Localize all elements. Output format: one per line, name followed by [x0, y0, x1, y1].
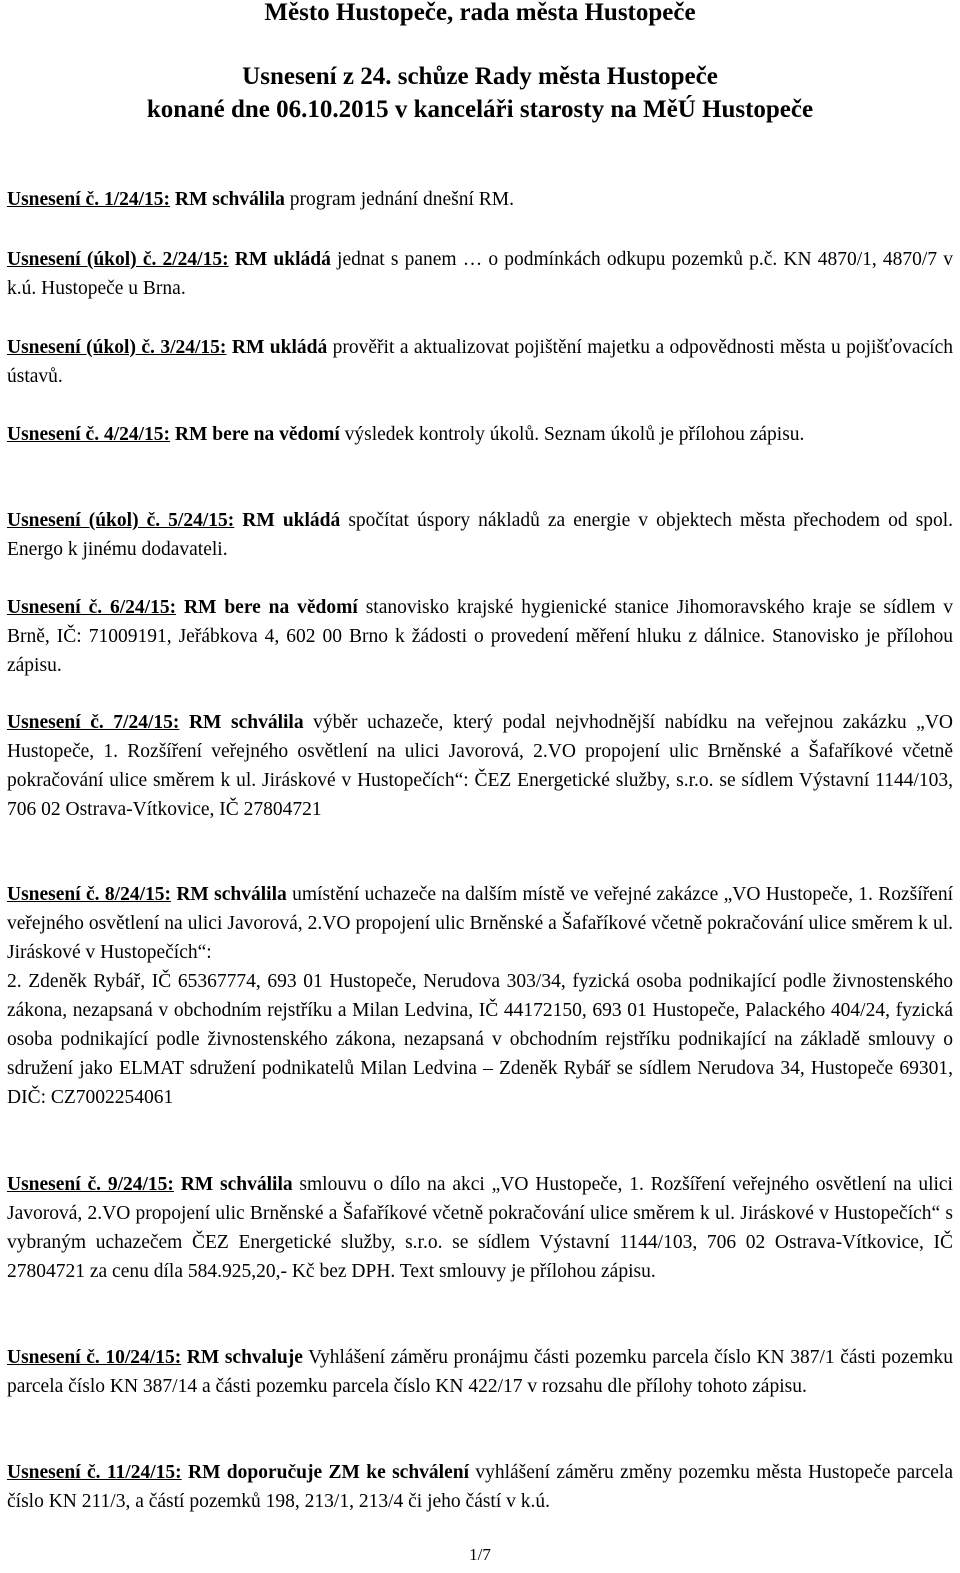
resolution-label: Usnesení (úkol) č. 3/24/15: — [7, 337, 227, 358]
document-subtitle-line1: Usnesení z 24. schůze Rady města Hustopeče — [242, 63, 718, 90]
resolution-verb: RM schválila — [176, 884, 287, 905]
resolution-text: vyhlášení záměru změny pozemku města Hustopeče parcela číslo KN 211/3, a částí pozemků 198, 213/1, 213/4 či jeho částí v k.ú. — [7, 1462, 953, 1512]
resolution-text: výběr uchazeče, který podal nejvhodnější nabídku na veřejnou zakázku „VO Hustopeče, 1. Rozšíření veřejného osvětlení na ulici Javorová, 2.VO propojení ulic Brněnské a Šafaříkové včetně pokračování ulice směrem k ul. Jiráskové v Hustopečích“: ČEZ Energetické služby, s.r.o. se sídlem Výstavní 1144/103, 706 02 Ostrava-Vítkovice, IČ 27804721 — [7, 712, 953, 820]
resolution-verb: RM ukládá — [231, 337, 328, 358]
resolution-label: Usnesení č. 4/24/15: — [7, 424, 171, 445]
resolution-label: Usnesení č. 10/24/15: — [7, 1347, 182, 1368]
resolution-1 — [7, 185, 953, 214]
resolution-text: program jednání dnešní RM. — [284, 189, 514, 210]
resolution-verb: RM ukládá — [234, 249, 331, 270]
document-title: Město Hustopeče, rada města Hustopeče — [264, 0, 696, 26]
resolution-text: spočítat úspory nákladů za energie v objektech města přechodem od spol. Energo k jinému dodavateli. — [7, 510, 954, 560]
resolution-text: jednat s panem … o podmínkách odkupu pozemků p.č. KN 4870/1, 4870/7 v k.ú. Hustopeče u Brna. — [7, 249, 953, 299]
resolution-verb: RM doporučuje ZM ke schválení — [187, 1462, 469, 1483]
resolution-verb: RM ukládá — [242, 510, 341, 531]
resolution-text: výsledek kontroly úkolů. Seznam úkolů je přílohou zápisu. — [339, 424, 805, 445]
resolution-verb: RM schválila — [174, 189, 285, 210]
resolution-2 — [7, 245, 953, 303]
resolution-label: Usnesení č. 8/24/15: — [7, 884, 171, 905]
resolution-6 — [7, 593, 953, 680]
resolution-label: Usnesení č. 9/24/15: — [7, 1174, 174, 1195]
resolution-text: umístění uchazeče na dalším místě ve veřejné zakázce „VO Hustopeče, 1. Rozšíření veřejného osvětlení na ulici Javorová, 2.VO propojení ulic Brněnské a Šafaříkové včetně pokračování ulice směrem k ul. Jiráskové v Hustopečích“: — [7, 884, 954, 963]
resolution-label: Usnesení č. 1/24/15: — [7, 189, 171, 210]
resolution-text: prověřit a aktualizovat pojištění majetku a odpovědnosti města u pojišťovacích ústavů. — [7, 337, 954, 387]
resolution-verb: RM schválila — [180, 1174, 293, 1195]
resolution-text-continued: 2. Zdeněk Rybář, IČ 65367774, 693 01 Hustopeče, Nerudova 303/34, fyzická osoba podnikající podle živnostenského zákona, nezapsaná v obchodním rejstříku a Milan Ledvina, IČ 44172150, 693 01 Hustopeče, Palackého 404/24, fyzická osoba podnikající podle živnostenského zákona, nezapsaná v obchodním rejstříku podnikající na základě smlouvy o sdružení jako ELMAT sdružení podnikatelů Milan Ledvina – Zdeněk Rybář se sídlem Nerudova 34, Hustopeče 69301, DIČ: CZ7002254061 — [7, 971, 953, 1108]
resolution-3 — [7, 333, 953, 391]
resolution-11 — [7, 1458, 953, 1516]
resolution-verb: RM bere na vědomí — [174, 424, 340, 445]
document-subtitle-line2: konané dne 06.10.2015 v kanceláři starosty na MěÚ Hustopeče — [146, 96, 814, 123]
resolution-text: stanovisko krajské hygienické stanice Jihomoravského kraje se sídlem v Brně, IČ: 71009191, Jeřábkova 4, 602 00 Brno k žádosti o provedení měření hluku z dálnice. Stanovisko je přílohou zápisu. — [7, 597, 954, 676]
resolution-label: Usnesení č. 7/24/15: — [7, 712, 180, 733]
resolution-label: Usnesení č. 11/24/15: — [7, 1462, 182, 1483]
resolution-verb: RM schvaluje — [186, 1347, 303, 1368]
resolution-10 — [7, 1343, 953, 1401]
resolution-label: Usnesení č. 6/24/15: — [7, 597, 177, 618]
resolution-5 — [7, 506, 953, 564]
resolution-8 — [7, 880, 953, 1112]
resolution-text: Vyhlášení záměru pronájmu části pozemku parcela číslo KN 387/1 části pozemku parcela číslo KN 387/14 a části pozemku parcela číslo KN 422/17 v rozsahu dle přílohy tohoto zápisu. — [7, 1347, 953, 1397]
resolution-9 — [7, 1170, 953, 1286]
resolution-label: Usnesení (úkol) č. 2/24/15: — [7, 249, 229, 270]
resolution-text: smlouvu o dílo na akci „VO Hustopeče, 1. Rozšíření veřejného osvětlení na ulici Javorová, 2.VO propojení ulic Brněnské a Šafaříkové včetně pokračování ulice směrem k ul. Jiráskové v Hustopečích“ s vybraným uchazečem ČEZ Energetické služby, s.r.o. se sídlem Výstavní 1144/103, 706 02 Ostrava-Vítkovice, IČ 27804721 za cenu díla 584.925,20,- Kč bez DPH. Text smlouvy je přílohou zápisu. — [7, 1174, 953, 1282]
page-number: 1/7 — [469, 1545, 491, 1564]
resolution-7 — [7, 708, 953, 824]
resolution-4 — [7, 420, 953, 449]
resolution-label: Usnesení (úkol) č. 5/24/15: — [7, 510, 235, 531]
resolution-verb: RM schválila — [188, 712, 304, 733]
resolution-verb: RM bere na vědomí — [183, 597, 358, 618]
